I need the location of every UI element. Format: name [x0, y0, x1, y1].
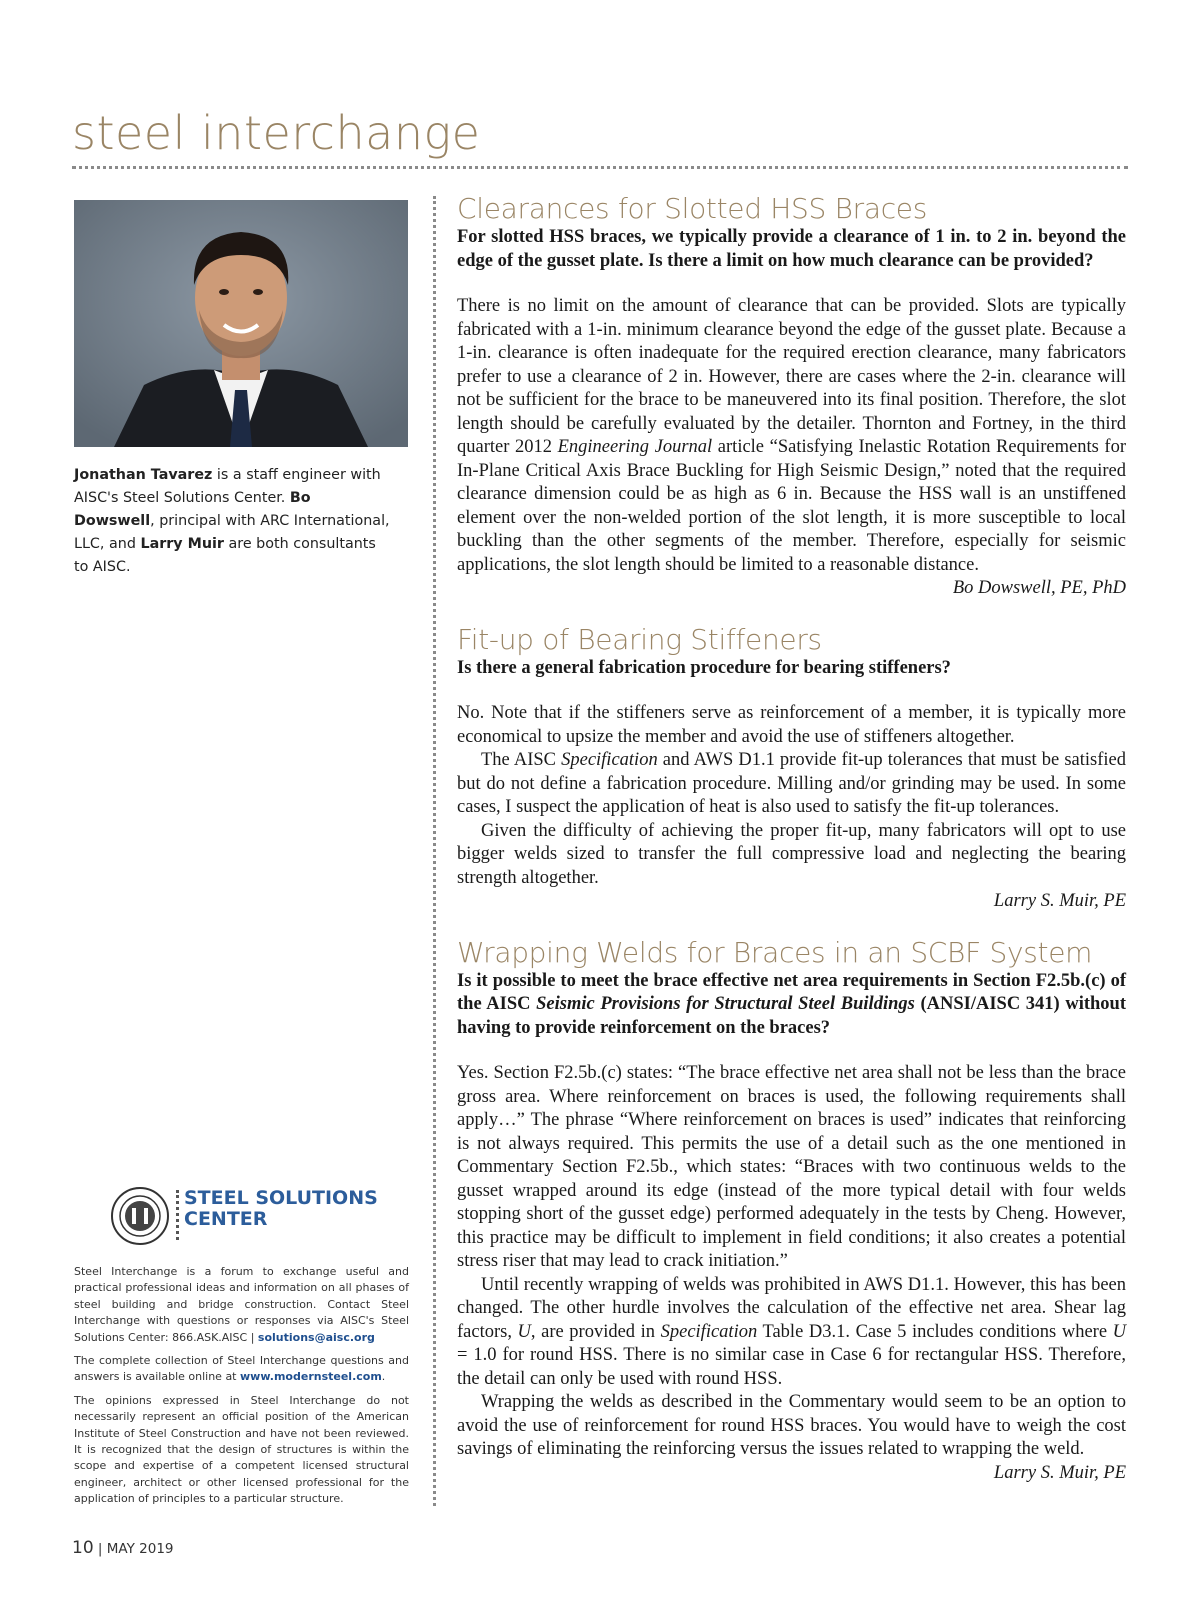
- logo-divider: [176, 1190, 179, 1240]
- page-number: 10: [72, 1538, 94, 1558]
- notes-text-1: Steel Interchange is a forum to exchange useful and practical professional ideas and information on all phases of steel building and bridge construction. Contact Steel Interchange with questions or responses via AISC's Steel Solutions Center: 866.ASK.AISC |: [74, 1265, 409, 1344]
- article-clearances: [457, 192, 1126, 601]
- answer-paragraph: Wrapping the welds as described in the Commentary would seem to be an option to avoid the use of reinforcement for round HSS braces. You would have to weigh the cost savings of eliminating the reinforcing versus the issues related to wrapping the weld.: [457, 1392, 1126, 1459]
- aisc-seal-icon: [110, 1186, 170, 1246]
- answer-paragraph: [457, 295, 1126, 577]
- notes-paragraph-3: The opinions expressed in Steel Interchange do not necessarily represent an official position of the American Institute of Steel Construction and have not been reviewed. It is recognized that the design of structures is within the scope and expertise of a competent licensed structural engineer, architect or other licensed professional for the application of principles to a particular structure.: [74, 1393, 409, 1506]
- bio-text-3: are both consultants to AISC.: [74, 536, 376, 575]
- question-part-end: (ANSI/AISC 341) without having to provide reinforcement on the braces?: [457, 994, 1126, 1038]
- variable-u: U: [1112, 1321, 1126, 1342]
- specification-ref: Specification: [660, 1321, 758, 1342]
- article-fit-up: [457, 623, 1126, 914]
- answer-paragraph: Given the difficulty of achieving the proper fit-up, many fabricators will opt to use bigger welds sized to transfer the full compressive load and neglecting the bearing strength altogether.: [457, 820, 1126, 888]
- answer-paragraph: Yes. Section F2.5b.(c) states: “The brace effective net area shall not be less than the brace gross area. Where reinforcement on braces is used, the following requirements shall apply…” The phrase “Where reinforcement on braces is used” indicates that reinforcing is not always required. This permits the use of a detail such as the one mentioned in Commentary Section F2.5b., which states: “Braces with two continuous welds to the gusset wrapped around its edge (instead of the more typical detail with four welds stopping short of the gusset edge) performed adequately in the tests by Cheng. However, this practice may be difficult to implement in field conditions; it also creates a potential stress riser that may lead to crack initiation.”: [457, 1063, 1126, 1271]
- answer-text: Until recently wrapping of welds was prohibited in AWS D1.1. However, this has been changed. The other hurdle involves the calculation of the effective net area. Shear lag factors,: [457, 1274, 1126, 1342]
- specification-ref: Specification: [561, 750, 658, 770]
- logo-text: [184, 1188, 378, 1230]
- answer-paragraph: [457, 749, 1126, 820]
- notes-text-2: The complete collection of Steel Interchange questions and answers is available online at: [74, 1354, 409, 1384]
- logo-line-2: CENTER: [184, 1208, 268, 1230]
- logo-line-1: STEEL SOLUTIONS: [184, 1187, 378, 1209]
- variable-u: U: [517, 1321, 531, 1342]
- sidebar-notes: [74, 1264, 409, 1515]
- issue-date: MAY 2019: [106, 1541, 174, 1557]
- question-text: Is there a general fabrication procedure for bearing stiffeners?: [457, 657, 951, 678]
- dotted-divider-vertical: [433, 196, 436, 1506]
- bio-name-muir: Larry Muir: [140, 536, 224, 552]
- author-signature: Larry S. Muir, PE: [993, 1462, 1126, 1483]
- author-signature: Larry S. Muir, PE: [993, 891, 1126, 911]
- bio-text-1: is a staff engineer with AISC's Steel Solutions Center.: [74, 467, 381, 506]
- notes-text-2-end: .: [381, 1370, 386, 1384]
- page-footer: [72, 1538, 174, 1558]
- question-text: For slotted HSS braces, we typically provide a clearance of 1 in. to 2 in. beyond the edge of the gusset plate. Is there a limit on how much clearance can be provided?: [457, 227, 1126, 271]
- author-bio: [74, 464, 394, 579]
- question-part: Is it possible to meet the brace effective net area requirements in Section F2.5b.(c) of the AISC: [457, 970, 1126, 1014]
- section-title: steel interchange: [72, 106, 481, 160]
- answer: [457, 702, 1126, 890]
- notes-paragraph-2: [74, 1353, 409, 1386]
- answer: [457, 295, 1126, 577]
- answer-text: = 1.0 for round HSS. There is no similar case in Case 6 for rectangular HSS. Therefore, the detail can only be used with round HSS.: [457, 1345, 1126, 1389]
- answer-text: The AISC: [481, 750, 562, 770]
- question-text: [457, 970, 1126, 1041]
- answer-paragraph: [457, 1274, 1126, 1392]
- bio-text-2: , principal with ARC International, LLC, and: [74, 513, 390, 552]
- answer-text: There is no limit on the amount of clearance that can be provided. Slots are typically fabricated with a 1-in. minimum clearance beyond the edge of the gusset plate. Because a 1-in. clearance is often inadequate for the required erection clearance, many fabricators prefer to use a clearance of 2 in. However, there are cases where the 2-in. clearance will not be sufficient for the brace to be maneuvered into its final position. Therefore, the slot length should be carefully evaluated by the detailer. Thornton and Fortney, in the third quarter 2012: [457, 296, 1126, 457]
- answer-text-cont: and AWS D1.1 provide fit-up tolerances that must be satisfied but do not define a fabrication procedure. Milling and/or grinding may be used. In some cases, I suspect the application of heat is also used to satisfy the fit-up tolerances.: [457, 750, 1126, 817]
- answer-text-cont: article “Satisfying Inelastic Rotation Requirements for In-Plane Critical Axis Brace Buckling for High Seismic Design,” noted that the required clearance dimension could be as high as 6 in. Because the HSS wall is an unstiffened element over the non-welded portion of the slot length, it is more susceptible to local buckling than the other segments of the member. Therefore, especially for seismic applications, the slot length should be limited to a reasonable distance.: [457, 437, 1126, 575]
- answer-paragraph: No. Note that if the stiffeners serve as reinforcement of a member, it is typically more economical to upsize the member and avoid the use of stiffeners altogether.: [457, 703, 1126, 747]
- answer: [457, 1062, 1126, 1462]
- email-link[interactable]: solutions@aisc.org: [257, 1330, 375, 1344]
- provisions-title: Seismic Provisions for Structural Steel Buildings: [536, 994, 915, 1014]
- journal-title: Engineering Journal: [557, 437, 713, 457]
- answer-text: Table D3.1. Case 5 includes conditions where: [757, 1321, 1113, 1342]
- notes-paragraph-1: [74, 1264, 409, 1346]
- steel-solutions-center-logo: [110, 1186, 410, 1250]
- bio-name-tavarez: Jonathan Tavarez: [74, 467, 213, 483]
- article-title: Clearances for Slotted HSS Braces: [457, 192, 927, 225]
- author-signature: Bo Dowswell, PE, PhD: [952, 578, 1126, 598]
- bio-name-dowswell: Bo Dowswell: [74, 490, 311, 529]
- main-column: [457, 192, 1126, 1501]
- article-title: Wrapping Welds for Braces in an SCBF System: [457, 935, 1093, 969]
- footer-separator: |: [93, 1541, 107, 1557]
- website-link[interactable]: www.modernsteel.com: [240, 1370, 382, 1384]
- article-title: Fit-up of Bearing Stiffeners: [457, 622, 822, 656]
- author-photo: [74, 200, 408, 447]
- answer-text: , are provided in: [530, 1321, 661, 1342]
- article-wrapping-welds: [457, 936, 1126, 1486]
- dotted-divider-horizontal: [72, 166, 1128, 169]
